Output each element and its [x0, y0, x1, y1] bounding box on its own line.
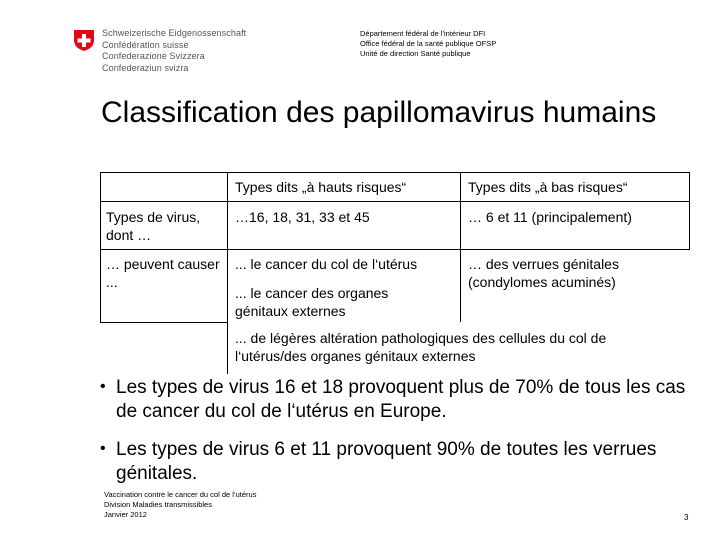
low-risk-types: … 6 et 11 (principalement) — [468, 209, 632, 225]
bullet-item — [100, 376, 700, 424]
table-divider-header — [100, 201, 690, 202]
bullet-item — [100, 438, 700, 486]
footer-line: Division Maladies transmissibles — [104, 500, 212, 509]
table-divider-col1 — [227, 172, 228, 374]
bullet-list — [100, 376, 700, 500]
logo-line: Schweizerische Eidgenossenschaft — [102, 28, 247, 38]
classification-table — [100, 172, 690, 374]
slide-title: Classification des papillomavirus humains — [101, 96, 657, 129]
confederation-logo-text — [102, 28, 246, 74]
footer-line: Janvier 2012 — [104, 510, 147, 519]
logo-line: Confederaziun svizra — [102, 62, 189, 73]
swiss-flag-icon — [72, 28, 96, 52]
dept-line: Département fédéral de l'intérieur DFI — [360, 29, 486, 38]
row-label-causes: … peuvent causer ... — [106, 256, 220, 290]
dept-line: Unité de direction Santé publique — [360, 49, 471, 58]
high-risk-types: …16, 18, 31, 33 et 45 — [235, 209, 370, 225]
high-risk-cervical-cancer: ... le cancer du col de l‘utérus — [235, 256, 418, 272]
low-risk-warts: … des verrues génitales (condylomes acuminés) — [468, 256, 619, 290]
bullet-text: Les types de virus 6 et 11 provoquent 90% de toutes les verrues génitales. — [116, 439, 657, 484]
footer — [104, 490, 256, 520]
header-low-risk: Types dits „à bas risques“ — [468, 179, 628, 195]
department-info — [360, 29, 496, 59]
high-risk-genital-cancer: ... le cancer des organes génitaux externes — [235, 285, 389, 319]
table-border-top — [100, 172, 690, 173]
logo-line: Confederazione Svizzera — [102, 51, 205, 61]
shared-mild-alterations: ... de légères altération pathologiques des cellules du col de l‘utérus/des organes génitaux externes — [235, 330, 607, 364]
logo-line: Confédération suisse — [102, 39, 189, 50]
header-high-risk: Types dits „à hauts risques“ — [235, 179, 407, 195]
bullet-text: Les types de virus 16 et 18 provoquent plus de 70% de tous les cas de cancer du col de l‘utérus en Europe. — [116, 377, 686, 422]
table-divider-row2 — [100, 322, 228, 323]
table-border-left — [100, 172, 101, 322]
dept-line: Office fédéral de la santé publique OFSP — [360, 39, 497, 48]
table-divider-row1 — [100, 249, 690, 250]
bullet-dot-icon: • — [100, 440, 106, 457]
page-number: 3 — [684, 513, 689, 522]
row-label-virus-types: Types de virus, dont … — [106, 209, 201, 243]
footer-line: Vaccination contre le cancer du col de l‘utérus — [104, 490, 257, 499]
table-divider-col2 — [460, 172, 461, 322]
bullet-dot-icon: • — [100, 378, 106, 395]
